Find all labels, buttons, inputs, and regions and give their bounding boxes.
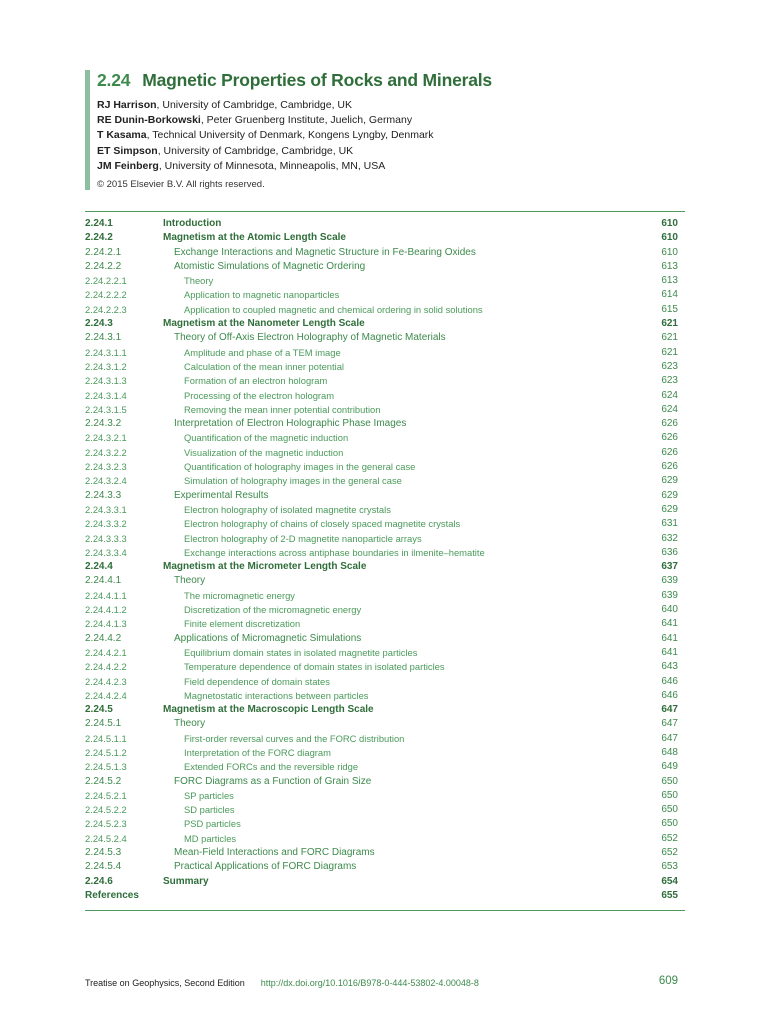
chapter-title	[97, 70, 492, 91]
toc-entry[interactable]	[85, 288, 678, 302]
toc-entry-title: Visualization of the magnetic induction	[184, 446, 344, 458]
toc-entry-title: FORC Diagrams as a Function of Grain Size	[174, 775, 372, 787]
chapter-number: 2.24	[97, 70, 131, 90]
toc-entry-page: 610	[661, 218, 678, 229]
toc-entry[interactable]	[85, 574, 678, 588]
toc-entry-page: 621	[661, 318, 678, 330]
toc-entry-title: Electron holography of chains of closely spaced magnetite crystals	[184, 518, 461, 530]
toc-entry-page: 643	[661, 661, 678, 673]
toc-entry-number: 2.24.3.3.1	[85, 503, 127, 515]
toc-entry-page: 613	[661, 275, 678, 287]
toc-entry[interactable]	[85, 474, 678, 488]
toc-entry-number: 2.24.6	[85, 875, 113, 887]
toc-entry-number: 2.24.5.2.4	[85, 832, 127, 844]
toc-entry-number: 2.24.2.1	[85, 246, 122, 258]
toc-entry[interactable]	[85, 746, 678, 760]
toc-entry[interactable]	[85, 317, 678, 331]
author: RE Dunin-Borkowski, Peter Gruenberg Institute, Juelich, Germany	[97, 114, 413, 127]
book-title: Treatise on Geophysics, Second Edition	[85, 978, 245, 988]
toc-entry-title: Field dependence of domain states	[184, 675, 330, 687]
toc-entry-page: 629	[661, 503, 678, 515]
toc-entry-title: Magnetism at the Micrometer Length Scale	[163, 561, 367, 573]
toc-entry-number: 2.24.3	[85, 318, 113, 330]
toc-entry-number: 2.24.2.2.2	[85, 289, 127, 301]
toc-entry[interactable]	[85, 303, 678, 317]
toc-entry-number: 2.24.4.2.3	[85, 675, 127, 687]
toc-entry-title: Exchange interactions across antiphase boundaries in ilmenite–hematite	[184, 546, 485, 558]
toc-entry-page: 641	[661, 618, 678, 630]
toc-entry[interactable]	[85, 460, 678, 474]
toc-entry-number: 2.24.3.3.3	[85, 532, 127, 544]
toc-entry-page: 626	[661, 418, 678, 430]
toc-entry[interactable]	[85, 775, 678, 789]
toc-entry[interactable]	[85, 832, 678, 846]
toc-entry[interactable]	[85, 889, 678, 903]
toc-entry-title: Applications of Micromagnetic Simulations	[174, 632, 362, 644]
toc-entry-page: 629	[661, 489, 678, 501]
toc-entry-number: 2.24.5.1	[85, 718, 122, 730]
toc-entry-number: 2.24.2.2.3	[85, 303, 127, 315]
toc-entry[interactable]	[85, 817, 678, 831]
toc-entry[interactable]	[85, 346, 678, 360]
toc-entry[interactable]	[85, 589, 678, 603]
toc-entry-title: Exchange Interactions and Magnetic Structure in Fe-Bearing Oxides	[174, 246, 476, 258]
toc-top-rule	[85, 211, 685, 212]
author: RJ Harrison, University of Cambridge, Cambridge, UK	[97, 99, 353, 111]
toc-entry-title: Experimental Results	[174, 489, 269, 501]
toc-entry-number: 2.24.3.2.1	[85, 432, 127, 444]
toc-entry[interactable]	[85, 360, 678, 374]
toc-entry[interactable]	[85, 417, 678, 431]
toc-entry-number: 2.24.4.2.4	[85, 689, 127, 701]
toc-entry-number: 2.24.3.1	[85, 332, 122, 344]
toc-entry-page: 610	[661, 232, 678, 244]
toc-entry[interactable]	[85, 789, 678, 803]
toc-entry[interactable]	[85, 217, 678, 231]
toc-entry-page: 652	[661, 847, 678, 859]
toc-entry-title: SD particles	[184, 804, 235, 816]
toc-entry-title: Interpretation of the FORC diagram	[184, 746, 331, 758]
toc-entry-number: 2.24.5.1.2	[85, 746, 127, 758]
toc-entry-page: 621	[661, 346, 678, 358]
toc-entry-title: PSD particles	[184, 818, 241, 830]
toc-entry-page: 646	[661, 675, 678, 687]
toc-entry-page: 626	[661, 461, 678, 473]
toc-entry-title: Magnetism at the Nanometer Length Scale	[163, 318, 365, 330]
toc-entry[interactable]	[85, 660, 678, 674]
toc-entry-title: First-order reversal curves and the FORC distribution	[184, 732, 405, 744]
toc-entry-title: Theory	[174, 718, 206, 730]
toc-entry-page: 637	[661, 561, 678, 573]
toc-entry-page: 653	[661, 861, 678, 873]
doi-link[interactable]: http://dx.doi.org/10.1016/B978-0-444-53802-4.00048-8	[260, 978, 479, 988]
toc-entry-title: Mean-Field Interactions and FORC Diagrams	[174, 847, 375, 859]
toc-entry[interactable]	[85, 875, 678, 889]
toc-entry-page: 650	[661, 789, 678, 801]
toc-entry-page: 615	[661, 303, 678, 315]
toc-entry-title: Practical Applications of FORC Diagrams	[174, 861, 357, 873]
toc-entry-page: 650	[661, 804, 678, 816]
toc-entry-title: Theory	[174, 575, 206, 587]
toc-entry-number: 2.24.2.2	[85, 260, 122, 272]
toc-entry-title: Quantification of holography images in the general case	[184, 461, 416, 473]
toc-entry[interactable]	[85, 646, 678, 660]
toc-entry-page: 624	[661, 389, 678, 401]
toc-entry[interactable]	[85, 675, 678, 689]
toc-entry-number: 2.24.3.1.3	[85, 375, 127, 387]
toc-entry-page: 632	[661, 532, 678, 544]
toc-entry-number: 2.24.3.3.4	[85, 546, 127, 558]
toc-entry[interactable]	[85, 246, 678, 260]
toc-entry-number: 2.24.5.2	[85, 775, 122, 787]
toc-entry[interactable]	[85, 632, 678, 646]
toc-entry-number: 2.24.3.1.2	[85, 360, 127, 372]
toc-entry-title: Interpretation of Electron Holographic Phase Images	[174, 418, 407, 430]
toc-entry-title: Theory of Off-Axis Electron Holography of Magnetic Materials	[174, 332, 446, 344]
toc-entry-number: 2.24.3.2.4	[85, 475, 127, 487]
toc-entry-title: Magnetism at the Macroscopic Length Scale	[163, 704, 374, 716]
toc-entry-number: 2.24.2.2.1	[85, 275, 127, 287]
toc-entry-page: 624	[661, 403, 678, 415]
toc-entry-number: 2.24.3.3.2	[85, 518, 127, 530]
toc-entry-page: 641	[661, 646, 678, 658]
toc-entry-number: 2.24.4.1.3	[85, 618, 127, 630]
toc-entry-title: Calculation of the mean inner potential	[184, 360, 344, 372]
toc-entry[interactable]	[85, 703, 678, 717]
toc-entry-title: Atomistic Simulations of Magnetic Ordering	[174, 260, 366, 272]
toc-entry-page: 650	[661, 775, 678, 787]
toc-entry-title: Application to magnetic nanoparticles	[184, 289, 340, 301]
toc-entry[interactable]	[85, 403, 678, 417]
toc-entry-number: 2.24.1	[85, 218, 113, 229]
toc-entry[interactable]	[85, 689, 678, 703]
page-number: 609	[658, 975, 678, 987]
toc-entry[interactable]	[85, 231, 678, 245]
toc-entry-number: 2.24.4.2	[85, 632, 122, 644]
toc-entry-title: Theory	[184, 275, 214, 287]
toc-entry-page: 654	[661, 875, 678, 887]
toc-entry[interactable]	[85, 331, 678, 345]
toc-entry-page: 650	[661, 818, 678, 830]
toc-entry-title: Quantification of the magnetic induction	[184, 432, 349, 444]
toc-entry-number: 2.24.5.3	[85, 847, 122, 859]
toc-bottom-rule	[85, 910, 685, 911]
toc-entry-number: 2.24.5.4	[85, 861, 122, 873]
toc-entry-title: Magnetostatic interactions between particles	[184, 689, 369, 701]
toc-entry-page: 647	[661, 732, 678, 744]
toc-entry-number: 2.24.4.2.1	[85, 646, 127, 658]
toc-entry-page: 655	[661, 889, 678, 901]
toc-entry-number: 2.24.3.3	[85, 489, 122, 501]
toc-entry-page: 639	[661, 589, 678, 601]
toc-entry[interactable]	[85, 803, 678, 817]
toc-entry-title: Electron holography of isolated magnetite crystals	[184, 503, 391, 515]
toc-entry-number: 2.24.5.1.3	[85, 761, 127, 773]
chapter-title-text: Magnetic Properties of Rocks and Minerals	[142, 70, 492, 90]
toc-entry-title: Removing the mean inner potential contribution	[184, 403, 381, 415]
toc-entry-number: 2.24.4.1	[85, 575, 122, 587]
toc-entry[interactable]	[85, 260, 678, 274]
author: T Kasama, Technical University of Denmark, Kongens Lyngby, Denmark	[97, 129, 434, 142]
toc-entry[interactable]	[85, 732, 678, 746]
toc-entry-title: Amplitude and phase of a TEM image	[184, 346, 341, 358]
author-list	[97, 98, 434, 174]
toc-entry-page: 621	[661, 332, 678, 344]
table-of-contents	[85, 217, 678, 903]
author: ET Simpson, University of Cambridge, Cambridge, UK	[97, 144, 354, 157]
toc-entry-page: 652	[661, 832, 678, 844]
toc-entry-page: 629	[661, 475, 678, 487]
toc-entry-page: 649	[661, 761, 678, 773]
toc-entry-number: 2.24.3.1.1	[85, 346, 127, 358]
toc-entry-number: 2.24.3.2	[85, 418, 122, 430]
toc-entry[interactable]	[85, 374, 678, 388]
toc-entry-title: Equilibrium domain states in isolated magnetite particles	[184, 646, 418, 658]
toc-entry[interactable]	[85, 446, 678, 460]
toc-entry-number: 2.24.4	[85, 561, 113, 573]
toc-entry[interactable]	[85, 603, 678, 617]
toc-entry-number: 2.24.4.1.1	[85, 589, 127, 601]
toc-entry-title: Introduction	[163, 218, 222, 229]
toc-entry-number: 2.24.4.2.2	[85, 661, 127, 673]
toc-entry-page: 631	[661, 518, 678, 530]
toc-entry-title: Summary	[163, 875, 209, 887]
toc-entry[interactable]	[85, 274, 678, 288]
toc-entry-title: Application to coupled magnetic and chemical ordering in solid solutions	[184, 303, 483, 315]
footer-citation	[85, 978, 479, 988]
toc-entry-number: 2.24.5	[85, 704, 113, 716]
toc-entry-number: 2.24.5.2.2	[85, 804, 127, 816]
toc-entry[interactable]	[85, 560, 678, 574]
toc-entry-title: Temperature dependence of domain states in isolated particles	[184, 661, 445, 673]
toc-entry-page: 610	[661, 246, 678, 258]
toc-entry-number: 2.24.3.2.2	[85, 446, 127, 458]
toc-entry-number: 2.24.4.1.2	[85, 604, 127, 616]
toc-entry-title: Processing of the electron hologram	[184, 389, 335, 401]
toc-entry-title: SP particles	[184, 789, 234, 801]
toc-entry[interactable]	[85, 617, 678, 631]
toc-entry-page: 626	[661, 432, 678, 444]
toc-entry-page: 646	[661, 689, 678, 701]
toc-entry-page: 614	[661, 289, 678, 301]
toc-entry-number: 2.24.2	[85, 232, 113, 244]
toc-entry-title: Discretization of the micromagnetic energy	[184, 604, 362, 616]
toc-entry[interactable]	[85, 846, 678, 860]
toc-entry-page: 640	[661, 604, 678, 616]
toc-entry-title: Formation of an electron hologram	[184, 375, 328, 387]
toc-entry-page: 641	[661, 632, 678, 644]
toc-entry-page: 623	[661, 360, 678, 372]
toc-entry[interactable]	[85, 389, 678, 403]
accent-bar	[85, 70, 90, 190]
toc-entry[interactable]	[85, 860, 678, 874]
toc-entry[interactable]	[85, 532, 678, 546]
toc-entry-number: 2.24.5.2.1	[85, 789, 127, 801]
toc-entry-page: 623	[661, 375, 678, 387]
toc-entry-page: 639	[661, 575, 678, 587]
toc-entry-page: 647	[661, 718, 678, 730]
toc-entry-title: Extended FORCs and the reversible ridge	[184, 761, 359, 773]
toc-entry[interactable]	[85, 517, 678, 531]
toc-entry-number: 2.24.5.2.3	[85, 818, 127, 830]
toc-entry-page: 626	[661, 446, 678, 458]
toc-entry-number: References	[85, 889, 139, 901]
toc-entry[interactable]	[85, 546, 678, 560]
copyright-notice: © 2015 Elsevier B.V. All rights reserved.	[97, 179, 265, 190]
toc-entry-number: 2.24.5.1.1	[85, 732, 127, 744]
toc-entry-number: 2.24.3.2.3	[85, 461, 127, 473]
toc-entry[interactable]	[85, 503, 678, 517]
toc-entry-page: 647	[661, 704, 678, 716]
toc-entry[interactable]	[85, 760, 678, 774]
toc-entry-number: 2.24.3.1.5	[85, 403, 127, 415]
toc-entry-page: 648	[661, 746, 678, 758]
toc-entry-title: MD particles	[184, 832, 237, 844]
author: JM Feinberg, University of Minnesota, Minneapolis, MN, USA	[97, 159, 386, 172]
toc-entry-title: The micromagnetic energy	[184, 589, 295, 601]
toc-entry[interactable]	[85, 431, 678, 445]
toc-entry[interactable]	[85, 489, 678, 503]
toc-entry-title: Magnetism at the Atomic Length Scale	[163, 232, 346, 244]
toc-entry-title: Finite element discretization	[184, 618, 301, 630]
toc-entry[interactable]	[85, 717, 678, 731]
toc-entry-title: Electron holography of 2-D magnetite nanoparticle arrays	[184, 532, 422, 544]
toc-entry-number: 2.24.3.1.4	[85, 389, 127, 401]
toc-entry-page: 613	[661, 260, 678, 272]
toc-entry-title: Simulation of holography images in the general case	[184, 475, 402, 487]
toc-entry-page: 636	[661, 546, 678, 558]
